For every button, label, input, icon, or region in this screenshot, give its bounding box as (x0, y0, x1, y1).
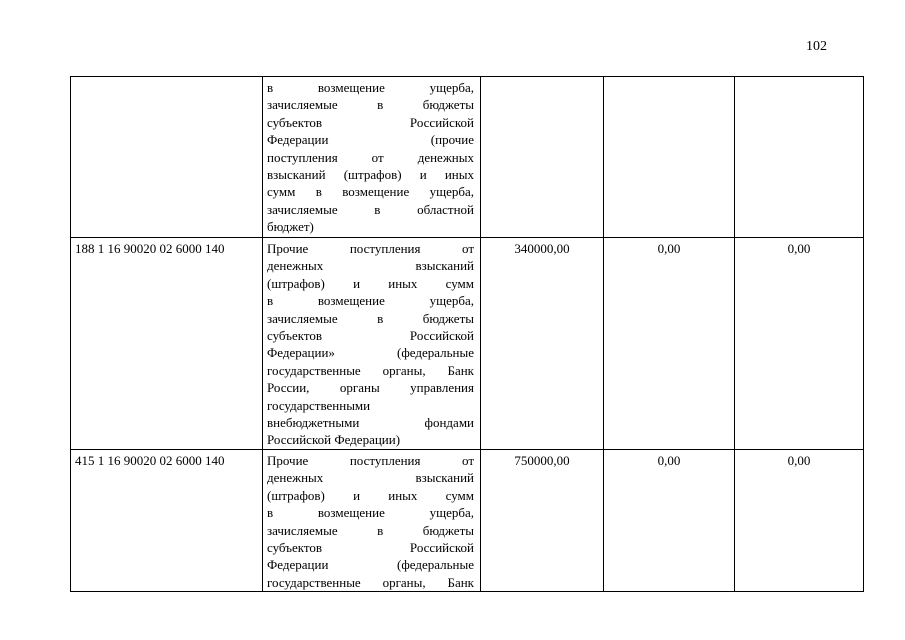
amount-cell-2 (604, 238, 735, 450)
description-line: бюджет) (267, 219, 314, 235)
amount-value (604, 77, 734, 79)
budget-code-cell (71, 449, 263, 591)
description-line: России, органы управления (267, 380, 474, 396)
description-line: денежных взысканий (267, 470, 474, 486)
amount-cell-2 (604, 77, 735, 238)
amount-cell-3 (735, 238, 864, 450)
description-line: в возмещение ущерба, (267, 505, 474, 521)
budget-code: 188 1 16 90020 02 6000 140 (75, 241, 225, 256)
table-row (71, 449, 864, 591)
amount-value: 0,00 (657, 241, 681, 256)
description-line: субъектов Российской (267, 539, 474, 555)
amount-value: 750000,00 (514, 452, 570, 468)
description-line: денежных взысканий (267, 258, 474, 274)
description-line: зачисляемые в бюджеты (267, 97, 474, 113)
description-line: в возмещение ущерба, (267, 80, 474, 95)
description-line: Российской Федерации) (267, 432, 401, 448)
page-number: 102 (806, 39, 827, 54)
budget-revenue-table (70, 76, 864, 592)
budget-code (71, 77, 262, 79)
description-line: государственными (267, 397, 371, 413)
description-line: Прочие поступления от (267, 241, 474, 256)
amount-value: 340000,00 (514, 241, 570, 256)
description-line: в возмещение ущерба, (267, 293, 474, 309)
description-line: внебюджетными фондами (267, 415, 474, 431)
amount-cell-2 (604, 449, 735, 591)
description-line: Федерации (федеральные (267, 557, 474, 573)
description-line: сумм в возмещение ущерба, (267, 184, 474, 200)
amount-value: 0,00 (657, 452, 681, 468)
amount-cell-1 (481, 449, 604, 591)
amount-cell-1 (481, 77, 604, 238)
description-line: зачисляемые в областной (267, 201, 474, 217)
amount-value (481, 77, 603, 79)
description-line: государственные органы, Банк (267, 574, 474, 590)
budget-code: 415 1 16 90020 02 6000 140 (75, 452, 225, 468)
description-cell (263, 77, 481, 238)
amount-value (735, 77, 863, 79)
description-cell (263, 238, 481, 450)
amount-cell-3 (735, 449, 864, 591)
description-line: поступления от денежных (267, 149, 474, 165)
amount-cell-1 (481, 238, 604, 450)
description-line: Федерации (прочие (267, 132, 474, 148)
description-line: Прочие поступления от (267, 452, 474, 468)
description-line: зачисляемые в бюджеты (267, 310, 474, 326)
budget-code-cell (71, 238, 263, 450)
budget-code-cell (71, 77, 263, 238)
description-line: Федерации» (федеральные (267, 345, 474, 361)
description-line: субъектов Российской (267, 328, 474, 344)
description-line: субъектов Российской (267, 114, 474, 130)
description-line: государственные органы, Банк (267, 362, 474, 378)
description-line: зачисляемые в бюджеты (267, 522, 474, 538)
description-line: (штрафов) и иных сумм (267, 487, 474, 503)
table-row (71, 238, 864, 450)
amount-cell-3 (735, 77, 864, 238)
amount-value: 0,00 (787, 241, 811, 256)
amount-value: 0,00 (787, 452, 811, 468)
table-row (71, 77, 864, 238)
description-cell (263, 449, 481, 591)
description-line: (штрафов) и иных сумм (267, 275, 474, 291)
description-line: взысканий (штрафов) и иных (267, 167, 474, 183)
